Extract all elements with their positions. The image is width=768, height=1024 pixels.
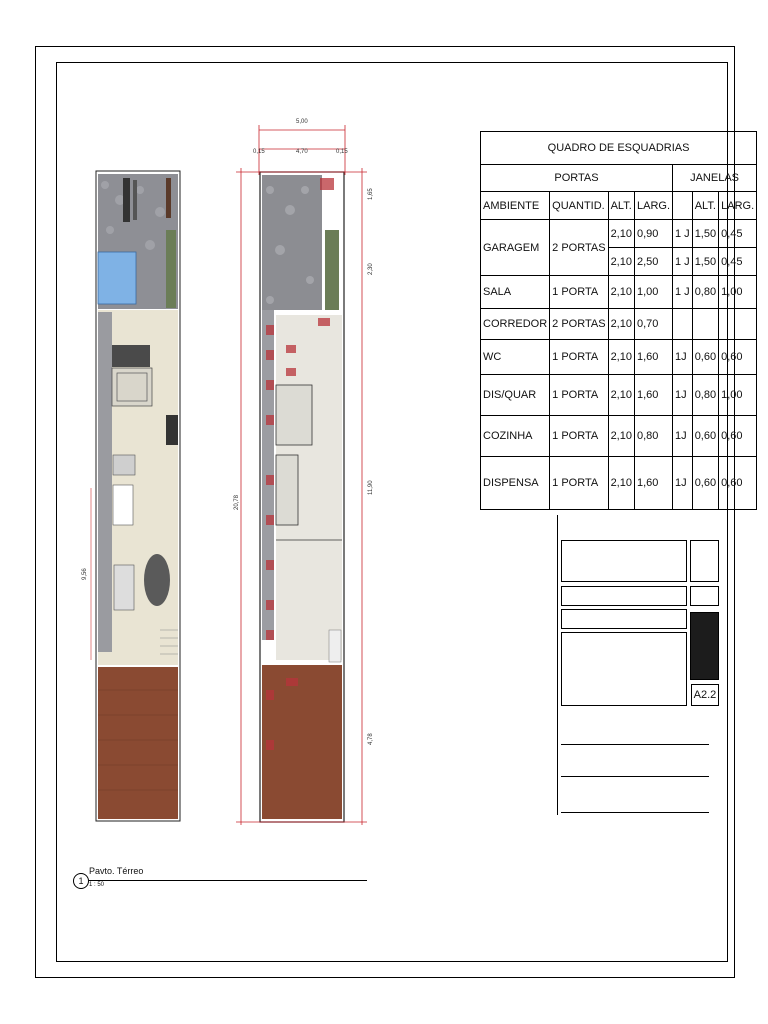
cell-j-alt <box>692 309 718 340</box>
cell-j: 1J <box>673 375 693 416</box>
cell-alt: 2,10 <box>608 416 634 457</box>
dim-top-total: 5,00 <box>296 119 308 125</box>
cell-larg: 1,60 <box>634 375 672 416</box>
cell-j-larg: 1,00 <box>719 375 757 416</box>
view-number: 1 <box>73 873 89 889</box>
cell-ambiente: WC <box>481 340 550 375</box>
cell-j-larg <box>719 309 757 340</box>
cell-j: 1J <box>673 340 693 375</box>
cell-larg: 0,90 <box>634 220 672 248</box>
cell-larg: 1,00 <box>634 276 672 309</box>
cell-quantid: 1 PORTA <box>550 457 608 510</box>
header-blank <box>673 192 693 220</box>
header-j-larg: LARG. <box>719 192 757 220</box>
cell-quantid: 2 PORTAS <box>550 220 608 276</box>
table-row <box>481 309 757 340</box>
header-quantid: QUANTID. <box>550 192 608 220</box>
cell-alt: 2,10 <box>608 220 634 248</box>
cell-larg: 0,80 <box>634 416 672 457</box>
cell-j-larg: 0,60 <box>719 457 757 510</box>
cell-j-alt: 0,80 <box>692 276 718 309</box>
header-alt: ALT. <box>608 192 634 220</box>
dim-left-total: 20,78 <box>234 494 240 510</box>
dim-right-b: 2,30 <box>368 263 374 275</box>
header-j-alt: ALT. <box>692 192 718 220</box>
esquadrias-table <box>480 131 757 510</box>
cell-j-alt: 0,60 <box>692 340 718 375</box>
cell-ambiente: DISPENSA <box>481 457 550 510</box>
table-row <box>481 220 757 248</box>
dim-right-a: 1,65 <box>368 188 374 200</box>
cell-j-larg: 0,45 <box>719 220 757 248</box>
cell-j-larg: 0,60 <box>719 340 757 375</box>
caption-underline <box>89 880 367 881</box>
cell-j: 1 J <box>673 220 693 248</box>
dim-top-left: 0,15 <box>253 149 265 155</box>
cell-quantid: 1 PORTA <box>550 416 608 457</box>
cell-quantid: 1 PORTA <box>550 375 608 416</box>
cell-quantid: 2 PORTAS <box>550 309 608 340</box>
cell-larg: 0,70 <box>634 309 672 340</box>
table-row <box>481 457 757 510</box>
cell-ambiente: COZINHA <box>481 416 550 457</box>
cell-alt: 2,10 <box>608 375 634 416</box>
cell-j: 1J <box>673 416 693 457</box>
cell-ambiente: SALA <box>481 276 550 309</box>
date-box <box>690 586 719 606</box>
dim-top-mid: 4,70 <box>296 149 308 155</box>
table-title: QUADRO DE ESQUADRIAS <box>481 132 757 165</box>
cell-j-alt: 0,60 <box>692 416 718 457</box>
dim-right-c: 11,90 <box>368 480 374 495</box>
view-title: Pavto. Térreo <box>89 866 144 876</box>
cell-larg: 2,50 <box>634 248 672 276</box>
cell-j-alt: 1,50 <box>692 220 718 248</box>
cell-ambiente: CORREDOR <box>481 309 550 340</box>
dim-top-right: 0,15 <box>336 149 348 155</box>
rendered-floor-plan <box>82 171 180 821</box>
cell-alt: 2,10 <box>608 248 634 276</box>
cell-ambiente: GARAGEM <box>481 220 550 276</box>
project-status-box <box>690 540 719 582</box>
cell-alt: 2,10 <box>608 276 634 309</box>
header-larg: LARG. <box>634 192 672 220</box>
content-box <box>561 609 687 629</box>
view-scale: 1 : 50 <box>89 882 105 888</box>
cell-j-alt: 0,80 <box>692 375 718 416</box>
cell-ambiente: DIS/QUAR <box>481 375 550 416</box>
cell-larg: 1,60 <box>634 457 672 510</box>
cell-j-larg: 1,00 <box>719 276 757 309</box>
area-table-box <box>561 632 687 706</box>
cell-j-alt: 1,50 <box>692 248 718 276</box>
dim-right-d: 4,78 <box>368 733 374 745</box>
logo-image <box>690 612 719 680</box>
group-janelas: JANELAS <box>673 165 757 192</box>
cell-j: 1 J <box>673 248 693 276</box>
cell-quantid: 1 PORTA <box>550 340 608 375</box>
group-portas: PORTAS <box>481 165 673 192</box>
table-row <box>481 416 757 457</box>
cell-j: 1 J <box>673 276 693 309</box>
cell-j-larg: 0,45 <box>719 248 757 276</box>
cell-j-larg: 0,60 <box>719 416 757 457</box>
cell-j: 1J <box>673 457 693 510</box>
cell-alt: 2,10 <box>608 340 634 375</box>
cell-alt: 2,10 <box>608 309 634 340</box>
dimensioned-floor-plan <box>234 119 374 825</box>
header-ambiente: AMBIENTE <box>481 192 550 220</box>
project-name-box <box>561 586 687 606</box>
left-plan-dim: 9,56 <box>82 568 88 580</box>
project-description-box <box>561 540 687 582</box>
cell-alt: 2,10 <box>608 457 634 510</box>
cell-j <box>673 309 693 340</box>
table-row <box>481 340 757 375</box>
table-row <box>481 375 757 416</box>
cell-larg: 1,60 <box>634 340 672 375</box>
cell-quantid: 1 PORTA <box>550 276 608 309</box>
cell-j-alt: 0,60 <box>692 457 718 510</box>
table-row <box>481 276 757 309</box>
sheet-number: A2.2 <box>691 684 719 706</box>
